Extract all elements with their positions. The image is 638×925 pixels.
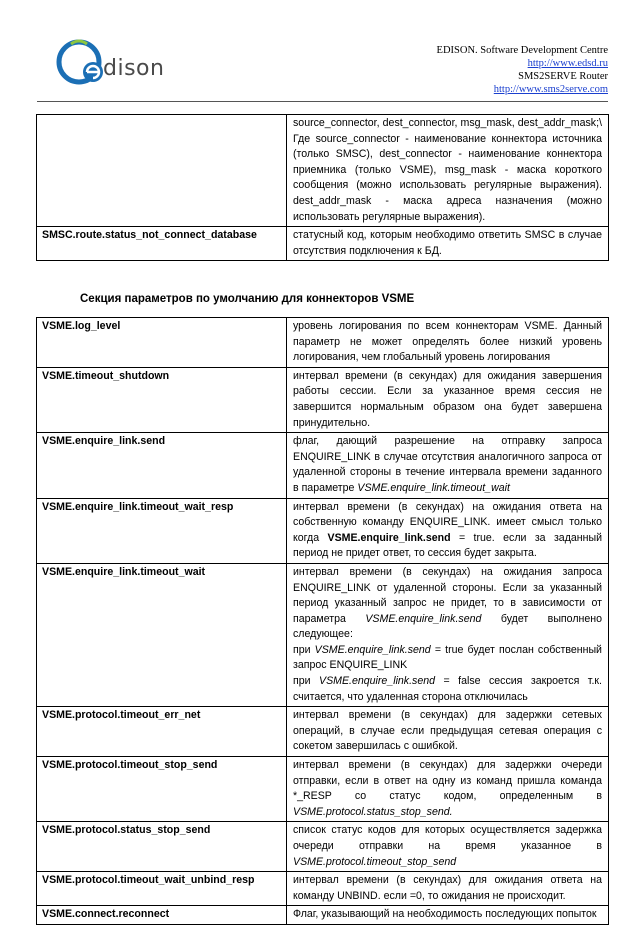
param-name: VSME.protocol.timeout_stop_send <box>37 757 287 822</box>
table-row <box>37 563 609 706</box>
param-name: VSME.enquire_link.send <box>37 433 287 498</box>
route-explanation: Где source_connector - наименование коннектора источника (только SMSC), dest_connector - наименование коннектора приемника (только VSME), msg_mask - маска короткого сообщения (можно использовать регулярные выражения). dest_addr_mask - маска адреса назначения (можно использовать регулярные выражения). <box>293 132 602 223</box>
table-row <box>37 115 609 227</box>
desc-text: = true. если за заданный период не придет ответ, то сессия будет закрыта. <box>293 531 603 560</box>
param-ref: VSME.protocol.timeout_stop_send <box>293 855 457 868</box>
desc-para <box>293 565 602 643</box>
desc-text: список статус кодов для которых осуществляется задержка очереди отправки на время указанное в <box>293 824 602 852</box>
table-row <box>37 872 609 906</box>
param-name: VSME.enquire_link.timeout_wait_resp <box>37 498 287 563</box>
page-header <box>37 22 608 102</box>
table-row <box>37 367 609 432</box>
product-name: SMS2SERVE Router <box>518 71 608 82</box>
param-description <box>287 498 609 563</box>
param-name: VSME.timeout_shutdown <box>37 367 287 432</box>
param-ref: VSME.enquire_link.send <box>327 531 451 544</box>
param-description: Флаг, указывающий на необходимость последующих попыток <box>287 906 609 925</box>
param-description <box>287 822 609 872</box>
param-description <box>287 115 609 227</box>
param-name: VSME.protocol.status_stop_send <box>37 822 287 872</box>
param-description <box>287 433 609 498</box>
param-ref: VSME.enquire_link.send <box>314 643 431 656</box>
desc-case-true <box>293 643 602 674</box>
edison-logo <box>51 36 111 91</box>
org-name: EDISON. Software Development Centre <box>436 45 608 56</box>
param-name: VSME.enquire_link.timeout_wait <box>37 563 287 706</box>
table-row <box>37 433 609 498</box>
table-row <box>37 227 609 261</box>
desc-text: = false сессия закроется т.к. считается, что удаленная сторона отключилась <box>293 675 602 703</box>
logo-wordmark: dison <box>103 56 165 81</box>
desc-text: интервал времени (в секундах) на ожидания запроса ENQUIRE_LINK от удаленной стороны. Если за указанный период указанный запрос не придет, то в зависимости от параметра <box>293 565 602 625</box>
desc-text: будет выполнено следующее: <box>293 612 602 641</box>
param-description <box>287 757 609 822</box>
desc-text: = true будет послан собственный запрос ENQUIRE_LINK <box>293 643 602 672</box>
edison-logo-icon <box>51 36 111 86</box>
desc-text: интервал времени (в секундах) на ожидания ответа на собственную команду ENQUIRE_LINK. имеет смысл только когда <box>293 500 602 544</box>
desc-text: флаг, дающий разрешение на отправку запроса ENQUIRE_LINK в случае отсутствия аналогичного запроса от удаленной стороны в течение интервала времени заданного в параметре <box>293 435 602 494</box>
param-description: интервал времени (в секундах) для ожидания ответа на команду UNBIND. если =0, то ожидания не происходит. <box>287 872 609 906</box>
sms2serve-link[interactable]: http://www.sms2serve.com <box>493 84 608 95</box>
table-row <box>37 707 609 757</box>
params-table-smsc <box>36 114 609 261</box>
route-format: source_connector, dest_connector, msg_mask, dest_addr_mask;\ <box>293 117 602 129</box>
params-table-vsme <box>36 317 609 925</box>
table-row <box>37 318 609 368</box>
param-name: VSME.protocol.timeout_err_net <box>37 707 287 757</box>
param-name: SMSC.route.status_not_connect_database <box>37 227 287 261</box>
desc-text: интервал времени (в секундах) для задержки очереди отправки, если в ответ на одну из команд пришла команда *_RESP со статус кодом, определенным в <box>293 759 602 803</box>
param-ref: VSME.enquire_link.timeout_wait <box>357 481 510 494</box>
table-row <box>37 757 609 822</box>
param-description: статусный код, которым необходимо ответить SMSC в случае отсутствия подключения к БД. <box>287 227 609 261</box>
param-description: интервал времени (в секундах) для задержки сетевых операций, в случае если предыдущая сетевая операция с сокетом завершилась с ошибкой. <box>287 707 609 757</box>
header-divider <box>37 101 608 102</box>
param-name: VSME.protocol.timeout_wait_unbind_resp <box>37 872 287 906</box>
table-row <box>37 822 609 872</box>
edsd-link[interactable]: http://www.edsd.ru <box>527 58 608 69</box>
param-name <box>37 115 287 227</box>
header-info <box>437 44 608 96</box>
param-ref: VSME.enquire_link.send <box>319 675 436 688</box>
desc-text: при <box>293 643 311 656</box>
table-row <box>37 498 609 563</box>
desc-text: при <box>293 675 311 688</box>
param-description <box>287 563 609 706</box>
param-name: VSME.log_level <box>37 318 287 368</box>
param-description: интервал времени (в секундах) для ожидания завершения работы сессии. Если за указанное время сессия не завершится нормальным образом она будет завершена принудительно. <box>287 367 609 432</box>
desc-case-false <box>293 674 602 705</box>
table-row <box>37 906 609 925</box>
param-description: уровень логирования по всем коннекторам VSME. Данный параметр не может определять более низкий уровень логирования, чем глобальный уровень логирования <box>287 318 609 368</box>
param-ref: VSME.protocol.status_stop_send. <box>293 805 453 818</box>
section-title: Секция параметров по умолчанию для коннекторов VSME <box>80 293 415 305</box>
param-ref: VSME.enquire_link.send <box>365 612 482 625</box>
param-name: VSME.connect.reconnect <box>37 906 287 925</box>
